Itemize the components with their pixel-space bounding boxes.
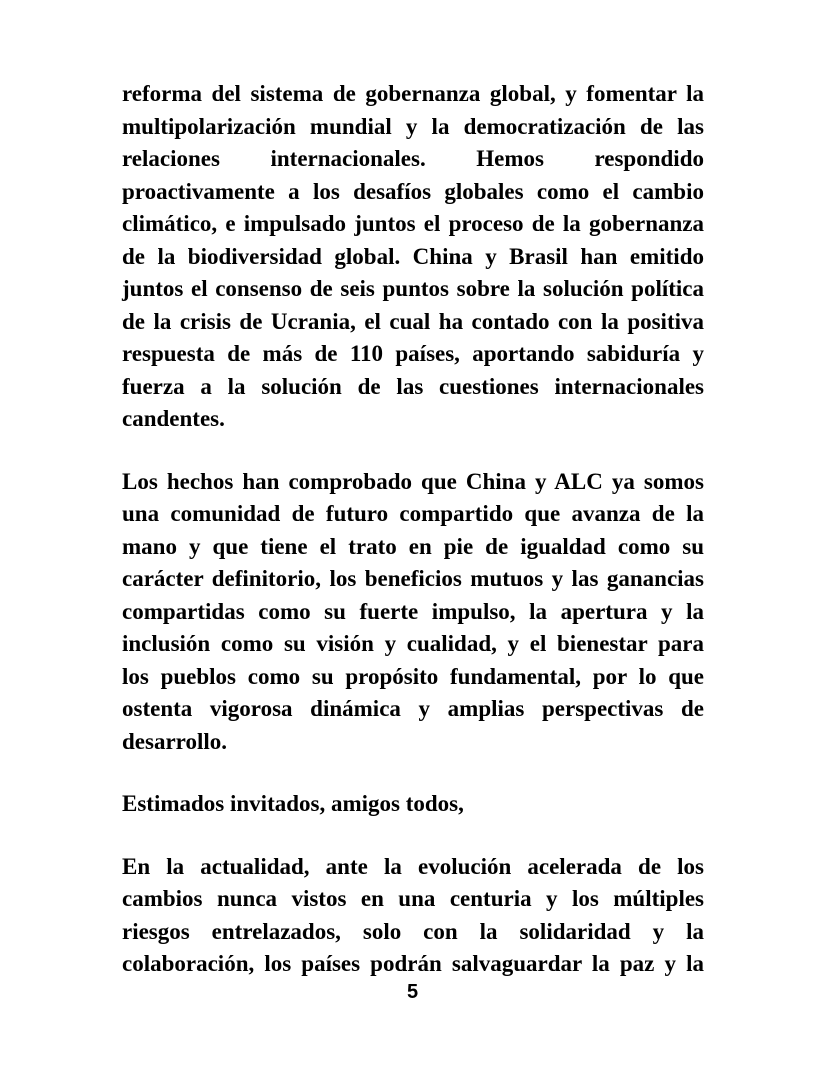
text-line: mano y que tiene el trato en pie de igualdad como su: [122, 533, 704, 559]
text-block: [122, 78, 704, 981]
text-line: respuesta de más de 110 países, aportando sabiduría y: [122, 341, 704, 366]
text-line: una comunidad de futuro compartido que avanza de la: [122, 501, 704, 526]
text-line: Estimados invitados, amigos todos,: [122, 791, 464, 816]
text-line: de la biodiversidad global. China y Brasil han emitido: [122, 243, 704, 269]
text-line: fuerza a la solución de las cuestiones internacionales: [122, 373, 704, 399]
text-line: Los hechos han comprobado que China y ALC ya somos: [122, 468, 704, 494]
text-line: riesgos entrelazados, solo con la solidaridad y la: [122, 918, 704, 944]
text-line: ostenta vigorosa dinámica y amplias perspectivas de: [122, 696, 704, 721]
paragraph: [122, 788, 704, 821]
text-line: compartidas como su fuerte impulso, la apertura y la: [122, 598, 704, 624]
paragraph: [122, 78, 704, 436]
text-line: relaciones internacionales. Hemos respondido: [122, 146, 704, 171]
text-line: candentes.: [122, 406, 225, 431]
paragraph: [122, 851, 704, 981]
text-line: En la actualidad, ante la evolución acelerada de los: [122, 853, 704, 879]
text-line: desarrollo.: [122, 728, 227, 754]
text-line: de la crisis de Ucrania, el cual ha contado con la positiva: [122, 308, 704, 334]
text-line: multipolarización mundial y la democratización de las: [122, 113, 704, 139]
text-line: colaboración, los países podrán salvaguardar la paz y la: [122, 951, 704, 976]
text-line: juntos el consenso de seis puntos sobre la solución política: [122, 276, 704, 301]
page-number: 5: [406, 981, 419, 1003]
text-line: inclusión como su visión y cualidad, y el bienestar para: [122, 631, 704, 656]
text-line: proactivamente a los desafíos globales como el cambio: [122, 178, 704, 204]
text-line: climático, e impulsado juntos el proceso de la gobernanza: [122, 211, 704, 236]
text-line: cambios nunca vistos en una centuria y los múltiples: [122, 886, 704, 911]
text-line: reforma del sistema de gobernanza global, y fomentar la: [122, 81, 704, 106]
text-line: carácter definitorio, los beneficios mutuos y las ganancias: [122, 566, 704, 591]
paragraph: [122, 466, 704, 759]
text-line: los pueblos como su propósito fundamental, por lo que: [122, 663, 704, 689]
